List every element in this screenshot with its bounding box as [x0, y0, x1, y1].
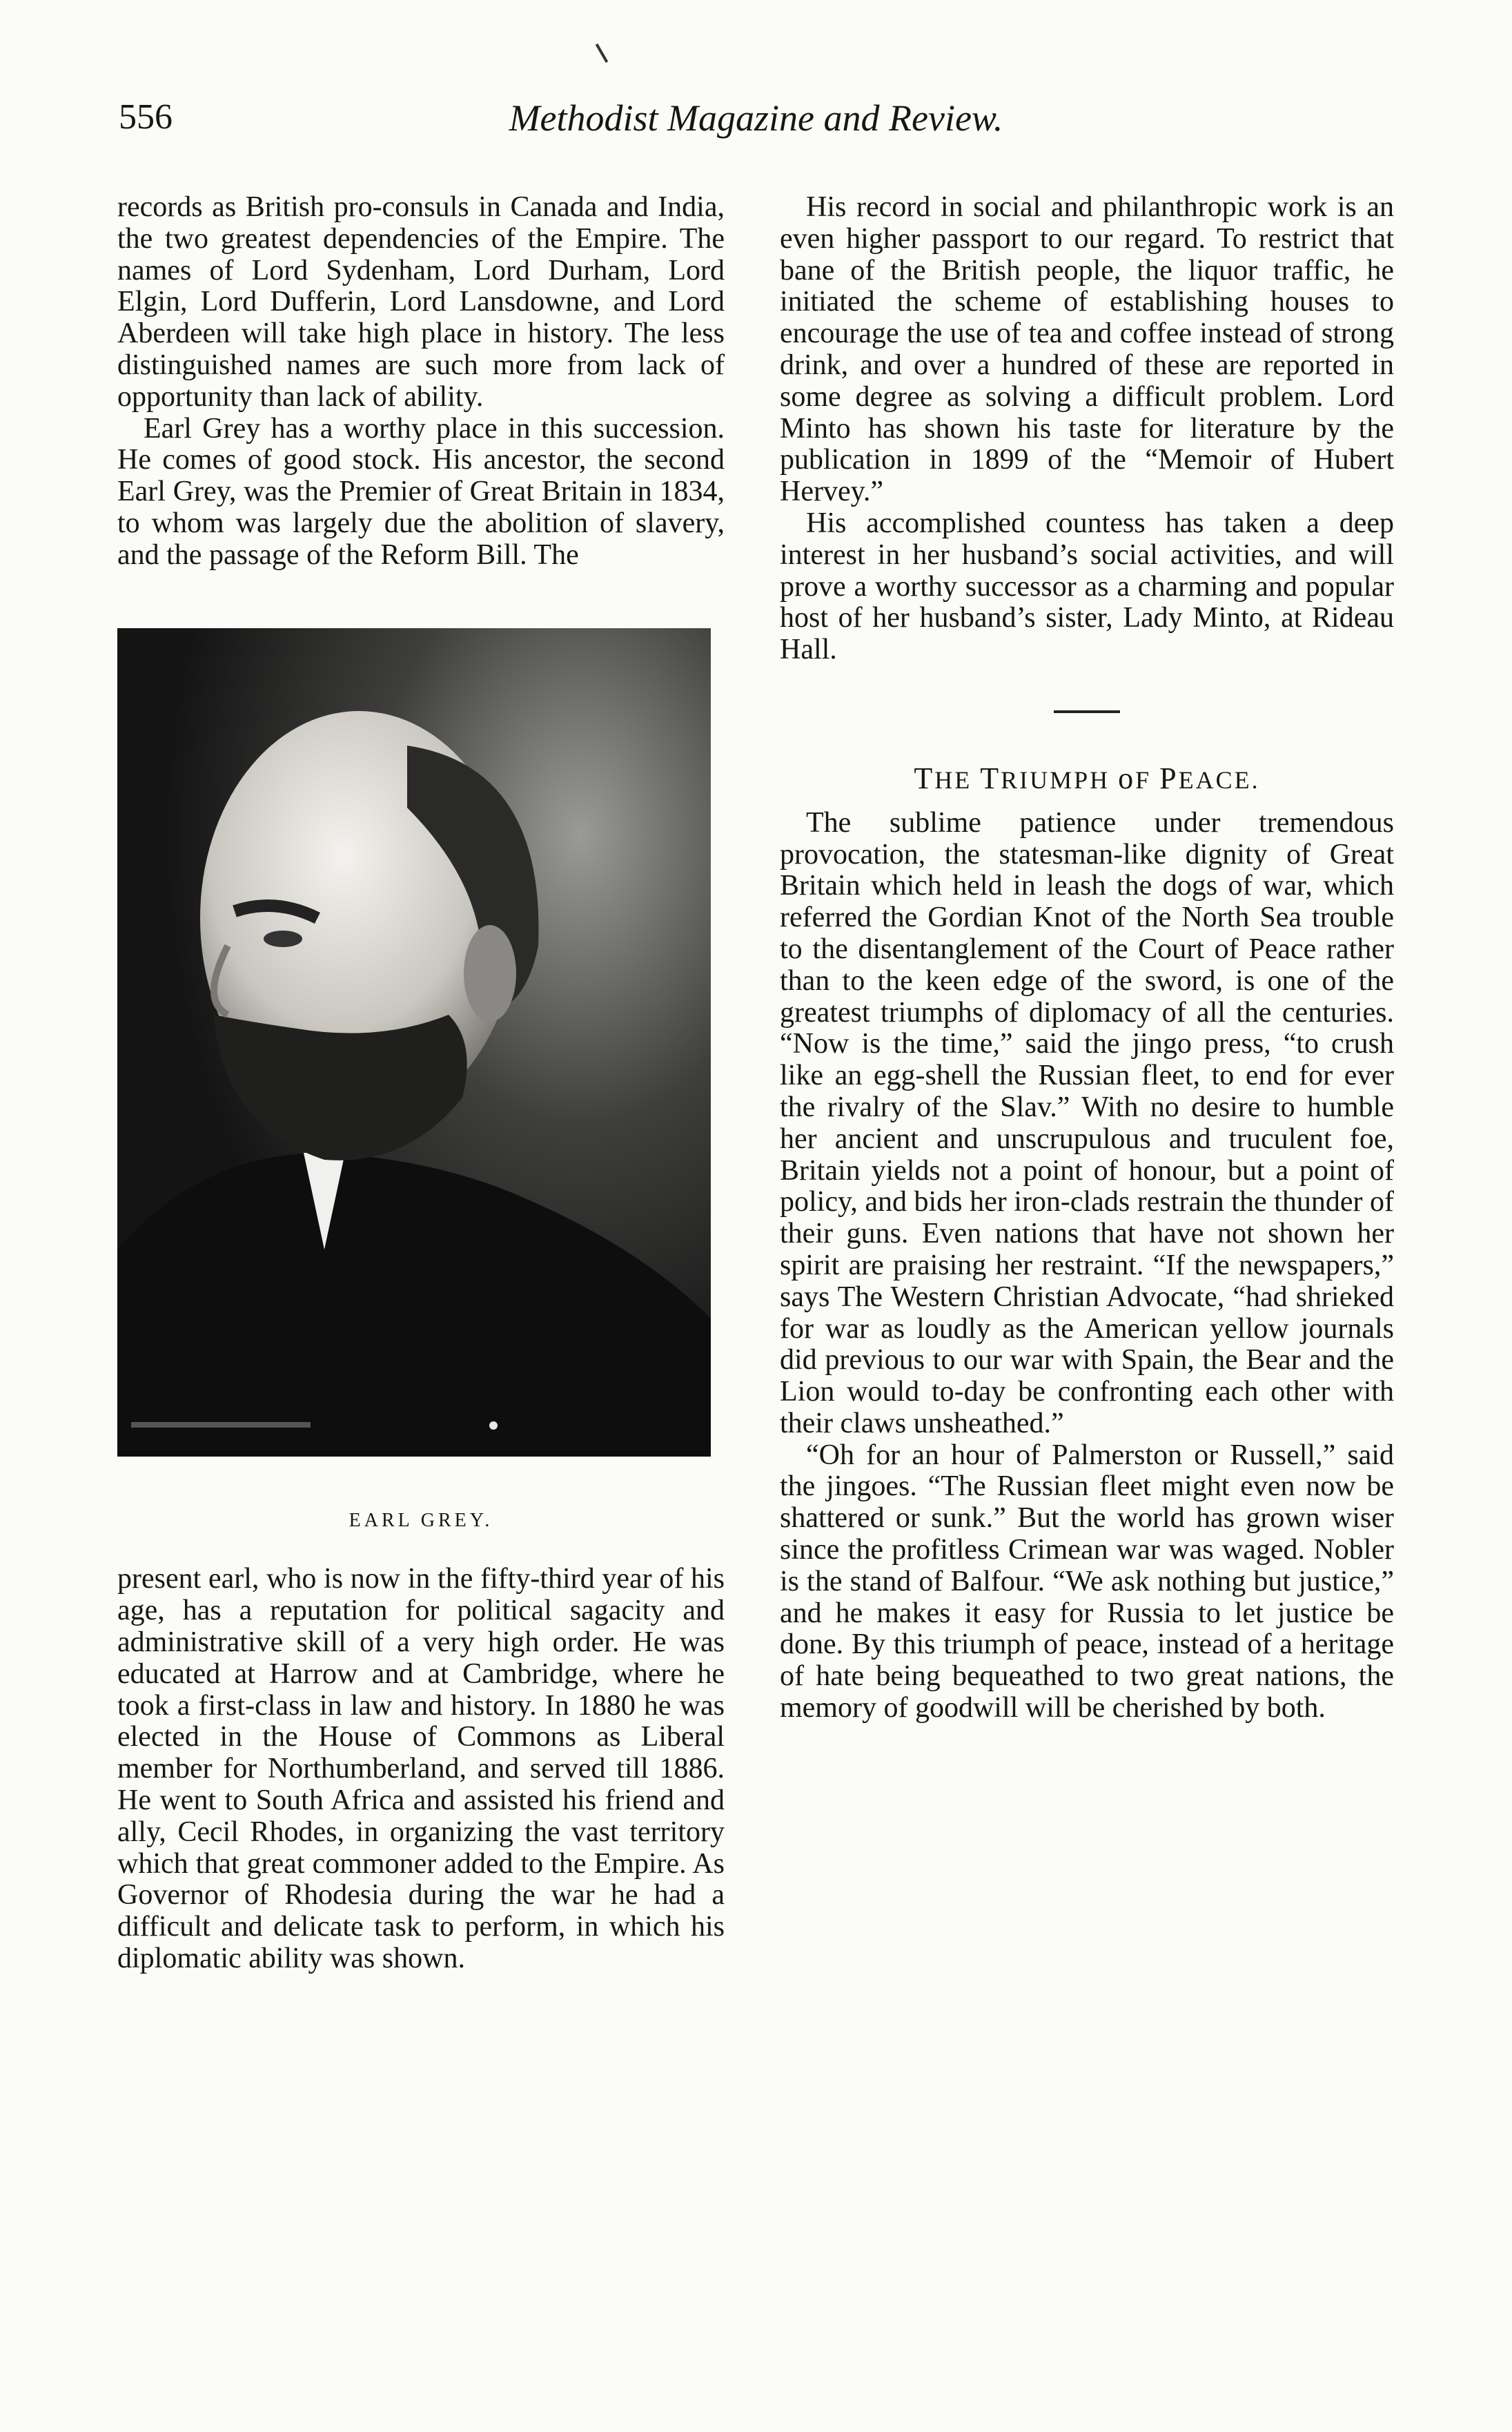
page-header — [119, 97, 1393, 145]
running-title: Methodist Magazine and Review. — [509, 97, 1003, 139]
portrait-image — [117, 628, 711, 1457]
paragraph: “Oh for an hour of Palmerston or Russell,” said the jingoes. “The Russian fleet might even now be shattered or sunk.” But the world has grown wiser since the profitless Crimean war was waged. Nobler is the stand of Balfour. “We ask nothing but justice,” and he makes it easy for Russia to let justice be done. By this triumph of peace, instead of a heritage of hate being bequeathed to two great nations, the memory of goodwill will be cherished by both. — [780, 1439, 1394, 1724]
section-title: THE TRIUMPH oF PEACE. — [914, 761, 1260, 795]
left-column — [117, 192, 725, 1975]
paragraph: records as British pro-consuls in Canada and India, the two greatest dependencies of the Empire. The names of Lord Sydenham, Lord Durham, Lord Elgin, Lord Dufferin, Lord Lansdowne, and Lord Aberdeen will take high place in history. The less distinguished names are such more from lack of opportunity than lack of ability. — [117, 191, 725, 413]
paragraph: The sublime patience under tremendous provocation, the statesman-like dignity of Great Britain which held in leash the dogs of war, which referred the Gordian Knot of the North Sea trouble to the disentanglement of the Court of Peace rather than to the keen edge of the sword, is one of the greatest triumphs of diplomacy of all the centuries. “Now is the time,” said the jingo press, “to crush like an egg-shell the Russian fleet, to end for ever the rivalry of the Slav.” With no desire to humble her ancient and unscrupulous and truculent foe, Britain yields not a point of honour, but a point of policy, and bids her iron-clads restrain the thunder of their guns. Even nations that have not shown her spirit are praising her restraint. “If the newspapers,” says The Western Christian Advocate, “had shrieked for war as loudly as the American yellow journals did previous to our war with Spain, the Bear and the Lion would to-day be confronting each other with their claws unsheathed.” — [780, 806, 1394, 1439]
paragraph: His accomplished countess has taken a deep interest in her husband’s social activities, and will prove a worthy successor as a charming and popular host of her husband’s sister, Lady Minto, at Rideau Hall. — [780, 507, 1394, 666]
portrait-figure — [117, 628, 725, 1457]
paragraph: Earl Grey has a worthy place in this succession. He comes of good stock. His ancestor, the second Earl Grey, was the Premier of Great Britain in 1834, to whom was largely due the abolition of slavery, and the passage of the Reform Bill. The — [117, 412, 725, 571]
paragraph: His record in social and philanthropic work is an even higher passport to our regard. To restrict that bane of the British people, the liquor traffic, he initiated the scheme of establishing houses to encourage the use of tea and coffee instead of strong drink, and over a hundred of these are reported in some degree as solving a difficult problem. Lord Minto has shown his taste for literature by the publication in 1899 of the “Memoir of Hubert Hervey.” — [780, 191, 1394, 508]
paragraph: present earl, who is now in the fifty-third year of his age, has a reputation for political sagacity and administrative skill of a very high order. He was educated at Harrow and at Cambridge, where he took a first-class in law and history. In 1880 he was elected in the House of Commons as Liberal member for Northumberland, and served till 1886. He went to South Africa and assisted his friend and ally, Cecil Rhodes, in organizing the vast territory which that great commoner added to the Empire. As Governor of Rhodesia during the war he had a difficult and delicate task to perform, in which his diplomatic ability was shown. — [117, 1563, 725, 1974]
print-speck — [596, 43, 608, 63]
figure-caption: EARL GREY. — [348, 1509, 493, 1531]
earl-grey-portrait — [117, 628, 711, 1457]
section-divider — [1054, 710, 1120, 713]
right-column — [780, 192, 1394, 1724]
page-number: 556 — [119, 97, 173, 137]
